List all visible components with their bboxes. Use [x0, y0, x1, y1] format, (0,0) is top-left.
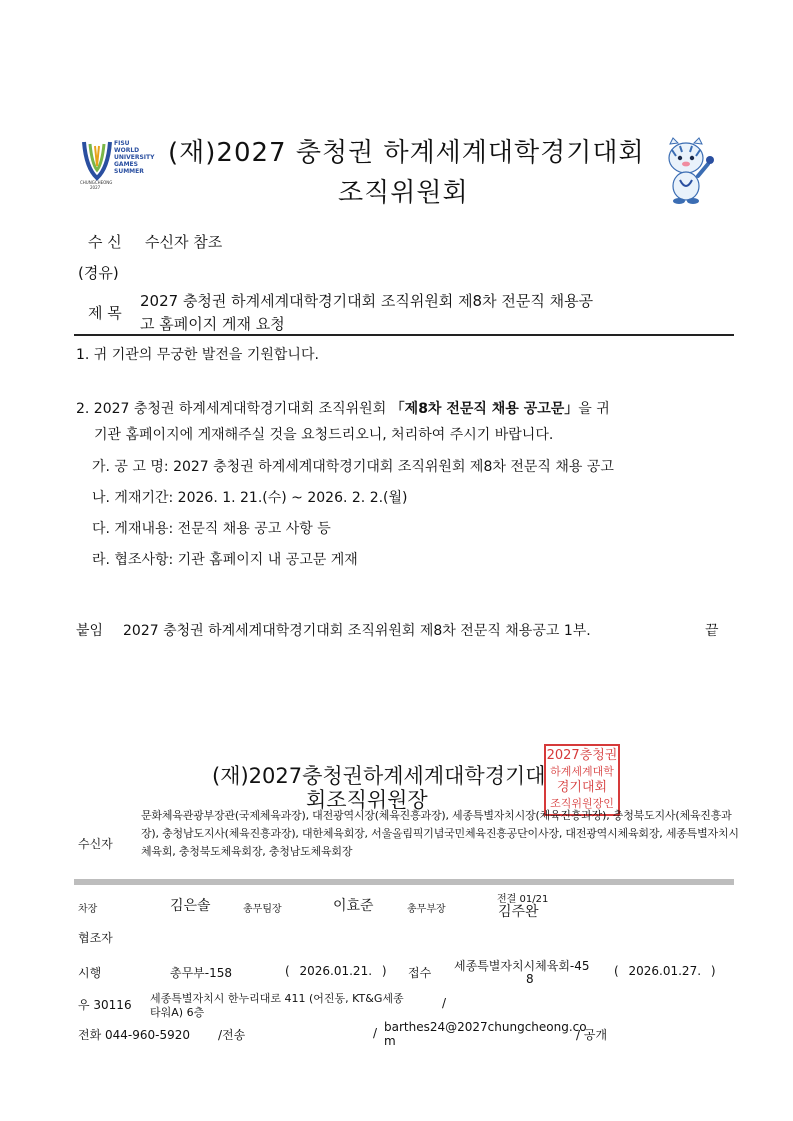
mascot-tiger — [658, 136, 716, 206]
seal-text-line3: 경기대회 — [556, 780, 608, 795]
address-line2: 타워A) 6층 — [150, 1006, 205, 1019]
distribution-list: 문화체육관광부장관(국제체육과장), 대전광역시장(체육진흥과장), 세종특별자치시장(체육진흥과장), 충청북도지사(체육진흥과장), 충청남도지사(체육진흥과장), 대한체육회장, 서울올림픽기념국민체육진흥공단이사장, 대전광역시체육회장, 세종특별자치시체육회, 충청북도체육회장, 충청남도체육회장 — [141, 809, 739, 858]
body-item-da: 다. 게재내용: 전문직 채용 공고 사항 등 — [92, 521, 331, 537]
disclosure-status: / 공개 — [576, 1028, 608, 1042]
logo-sub-year: 2027 — [90, 185, 101, 190]
execution-date: ( 2026.01.21. ) — [285, 964, 387, 978]
receipt-label: 접수 — [408, 966, 432, 980]
approval-stamp-3: 전결 01/21 — [497, 894, 549, 905]
fisu-logo — [80, 138, 160, 192]
seal-text-line4: 조직위원장인 — [550, 797, 614, 810]
email-line2[interactable]: m — [384, 1034, 396, 1048]
body-paragraph-1: 1. 귀 기관의 무궁한 발전을 기원합니다. — [76, 347, 319, 363]
mascot-tiger-icon — [658, 136, 716, 206]
recipient-label: 수 신 — [88, 233, 122, 251]
subject-line2: 고 홈페이지 게재 요청 — [140, 315, 285, 333]
contact-slash: / — [373, 1026, 378, 1040]
document-title-line1: (재)2027 충청권 하계세계대학경기대회 — [168, 138, 645, 168]
attachment-label: 붙임 — [76, 623, 104, 639]
subject-line1: 2027 충청권 하계세계대학경기대회 조직위원회 제8차 전문직 채용공 — [140, 292, 594, 310]
distribution-label: 수신자 — [78, 837, 113, 851]
body-paragraph-2-post: 을 귀 — [578, 401, 610, 417]
body-paragraph-2-bold: 「제8차 전문직 채용 공고문」 — [390, 401, 579, 417]
approval-name-1: 김은솔 — [170, 898, 211, 914]
body-item-ra: 라. 협조사항: 기관 홈페이지 내 공고문 게재 — [92, 552, 358, 568]
subject-divider — [74, 334, 734, 336]
approval-name-2: 이효준 — [333, 898, 374, 914]
official-seal — [544, 744, 620, 816]
approval-role-1: 차장 — [78, 904, 98, 915]
seal-text-line1: 2027충청권 — [546, 748, 618, 763]
receipt-number-line2: 8 — [526, 972, 534, 986]
approval-divider — [74, 879, 734, 885]
logo-text-games: GAMES — [114, 161, 138, 168]
body-paragraph-2-line1 — [76, 398, 610, 418]
approval-name-3: 김주완 — [498, 904, 539, 920]
approval-role-2: 총무팀장 — [243, 904, 282, 915]
cooperator-label: 협조자 — [78, 931, 113, 945]
logo-sub-chungcheong: CHUNGCHEONG — [80, 180, 113, 185]
logo-text-world: WORLD — [114, 147, 140, 154]
logo-text-fisu: FISU — [114, 140, 130, 147]
subject-label: 제 목 — [88, 304, 122, 322]
sender-name-line2: 회조직위원장 — [306, 788, 428, 812]
postal-code: 우 30116 — [78, 998, 132, 1012]
execution-label: 시행 — [78, 966, 102, 980]
attachment-text: 2027 충청권 하계세계대학경기대회 조직위원회 제8차 전문직 채용공고 1부. — [123, 623, 591, 639]
body-item-na: 나. 게재기간: 2026. 1. 21.(수) ~ 2026. 2. 2.(월) — [92, 490, 408, 506]
sender-name-line1: (재)2027충청권하계세계대학경기대 — [212, 764, 546, 788]
address-slash: / — [442, 996, 447, 1010]
fisu-logo-icon — [80, 138, 114, 182]
approval-role-3: 총무부장 — [407, 904, 446, 915]
body-paragraph-2-pre: 2. 2027 충청권 하계세계대학경기대회 조직위원회 — [76, 401, 391, 417]
end-mark: 끝 — [705, 623, 719, 639]
receipt-number-line1: 세종특별자치시체육회-45 — [454, 959, 590, 973]
address-line1: 세종특별자치시 한누리대로 411 (어진동, KT&G세종 — [150, 992, 404, 1005]
seal-text-line2: 하계세계대학 — [550, 765, 614, 778]
recipient-value: 수신자 참조 — [145, 233, 223, 251]
body-item-ga: 가. 공 고 명: 2027 충청권 하계세계대학경기대회 조직위원회 제8차 전문직 채용 공고 — [92, 459, 614, 475]
receipt-date: ( 2026.01.27. ) — [614, 964, 716, 978]
fax-label: /전송 — [218, 1028, 246, 1042]
logo-text-summer: SUMMER — [114, 168, 144, 175]
email-line1[interactable]: barthes24@2027chungcheong.co — [384, 1020, 587, 1034]
via-label: (경유) — [78, 264, 119, 282]
body-paragraph-2-line2: 기관 홈페이지에 게재해주실 것을 요청드리오니, 처리하여 주시기 바랍니다. — [94, 427, 554, 443]
execution-doc-number: 총무부-158 — [170, 966, 233, 980]
document-title-line2: 조직위원회 — [338, 178, 469, 208]
logo-text-university: UNIVERSITY — [114, 154, 155, 161]
phone-number: 전화 044-960-5920 — [78, 1028, 191, 1042]
